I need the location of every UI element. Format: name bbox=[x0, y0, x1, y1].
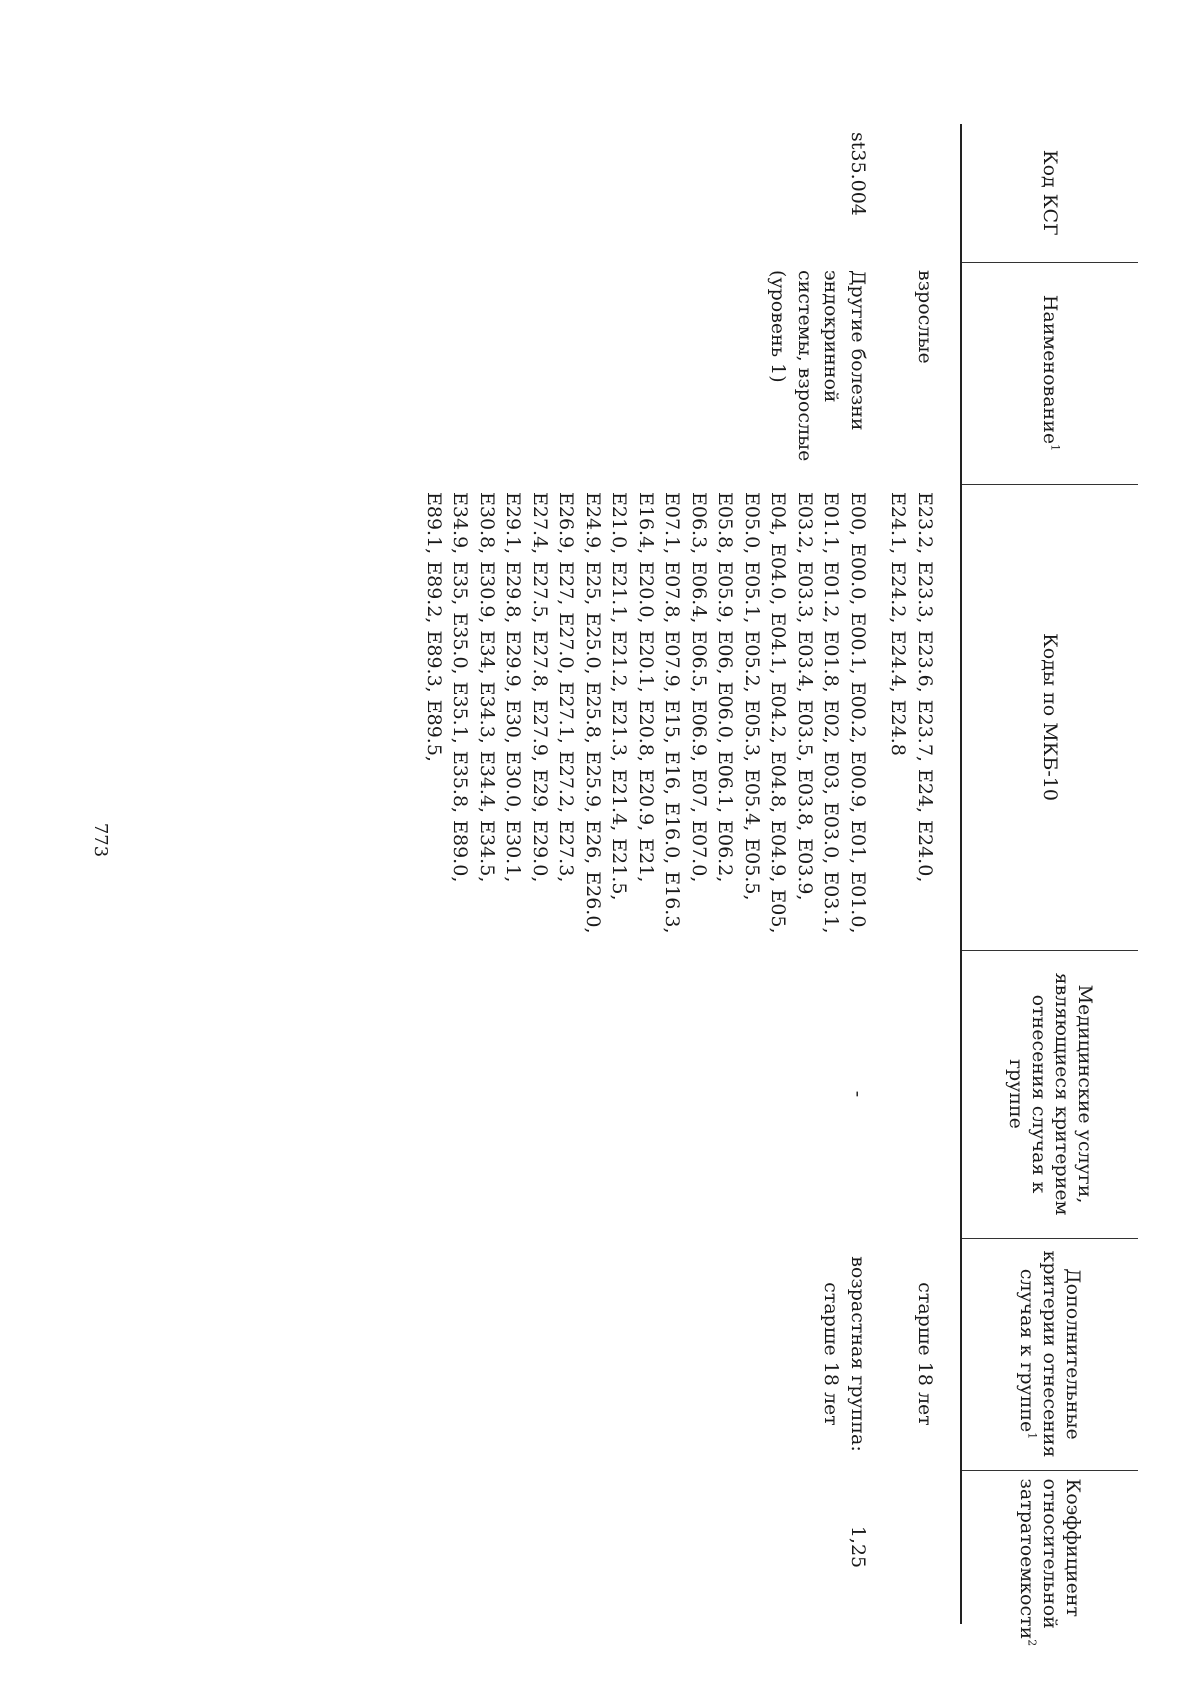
cell-name: взрослые bbox=[914, 270, 936, 364]
cell-additional-criteria: старше 18 лет bbox=[914, 1282, 936, 1426]
header-code: Код КСГ bbox=[961, 124, 1138, 262]
cell-coefficient bbox=[879, 1470, 961, 1624]
cell-medical-services bbox=[879, 950, 961, 1238]
table-row bbox=[879, 124, 961, 1624]
cell-code: st35.004 bbox=[847, 132, 869, 216]
header-additional-criteria: Дополнительные критерии отнесения случая к группе$^1$ bbox=[961, 1238, 1138, 1470]
page-number: 773 bbox=[90, 822, 111, 858]
cell-medical-services: - bbox=[847, 1090, 869, 1098]
cell-mkb-codes: E23.2, E23.3, E23.6, E23.7, E24, E24.0, E24.1, E24.2, E24.4, E24.8 bbox=[887, 492, 936, 883]
header-name: Наименование$^1$ bbox=[961, 262, 1138, 484]
table-row bbox=[415, 124, 880, 1624]
cell-code bbox=[879, 124, 961, 262]
header-mkb-codes: Коды по МКБ-10 bbox=[961, 484, 1138, 950]
ksg-table bbox=[415, 124, 1139, 1647]
header-coefficient: Коэффициент относительной затратоемкости$^2$ bbox=[961, 1470, 1138, 1624]
table-header-row bbox=[961, 124, 1138, 1624]
cell-additional-criteria: возрастная группа: старше 18 лет bbox=[820, 1256, 869, 1452]
ksg-table-container bbox=[138, 124, 1138, 1647]
cell-mkb-codes: E00, E00.0, E00.1, E00.2, E00.9, E01, E01.0, E01.1, E01.2, E01.8, E02, E03, E03.0, E03.1, E03.2, E03.3, E03.4, E03.5, E03.8, E03.9, E04, E04.0, E04.1, E04.2, E04.8, E04.9, E05, E05.0, E05.1, E05.2, E05.3, E05.4, E05.5, E05.8, E05.9, E06, E06.0, E06.1, E06.2, E06.3, E06.4, E06.5, E06.9, E07, E07.0, E07.1, E07.8, E07.9, E15, E16, E16.0, E16.3, E16.4, E20.0, E20.1, E20.8, E20.9, E21, E21.0, E21.1, E21.2, E21.3, E21.4, E21.5, E24.9, E25, E25.0, E25.8, E25.9, E26, E26.0, E26.9, E27, E27.0, E27.1, E27.2, E27.3, E27.4, E27.5, E27.8, E27.9, E29, E29.0, E29.1, E29.8, E29.9, E30, E30.0, E30.1, E30.8, E30.9, E34, E34.3, E34.4, E34.5, E34.9, E35, E35.0, E35.1, E35.8, E89.0, E89.1, E89.2, E89.3, E89.5, bbox=[423, 492, 869, 934]
cell-name: Другие болезни эндокринной системы, взрослые (уровень 1) bbox=[767, 270, 869, 462]
cell-coefficient: 1,25 bbox=[847, 1525, 869, 1569]
header-medical-services: Медицинские услуги, являющиеся критерием отнесения случая к группе bbox=[961, 950, 1138, 1238]
